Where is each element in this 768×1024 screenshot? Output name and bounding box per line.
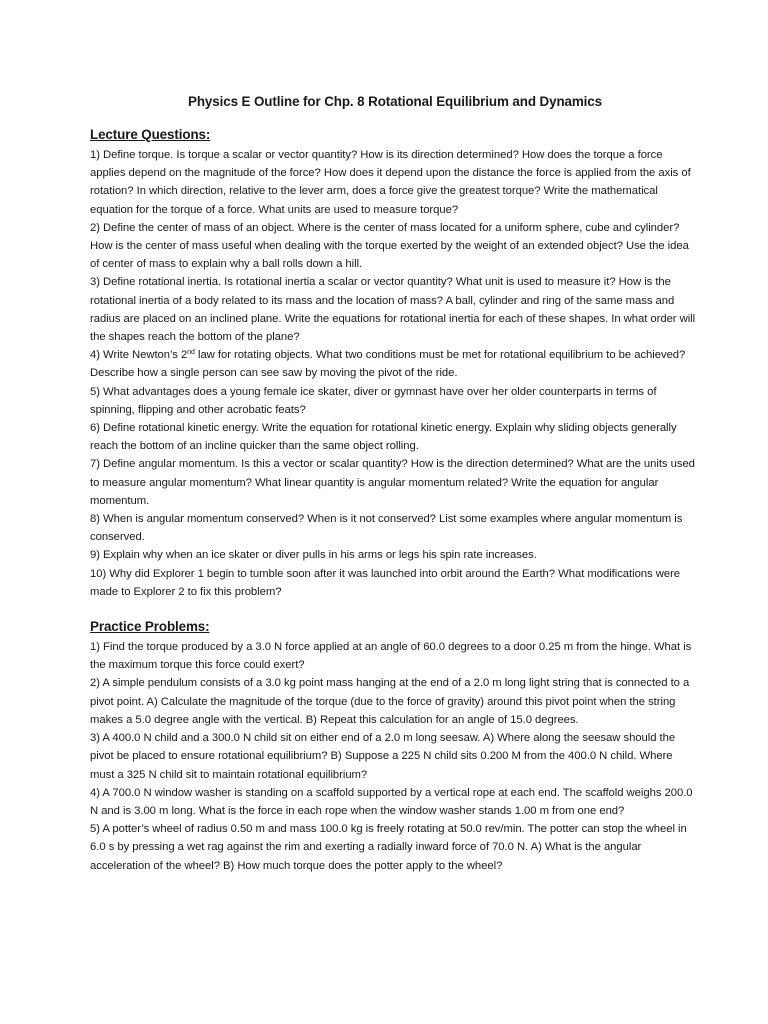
practice-problem: 5) A potter’s wheel of radius 0.50 m and mass 100.0 kg is freely rotating at 50.0 rev/min. The potter can stop the wheel in 6.0 s by pressing a wet rag against the rim and exerting a radially inward force of 70.0 N. A) What is the angular acceleration of the wheel? B) How much torque does the potter apply to the wheel?: [90, 823, 687, 872]
lecture-question-text: law for rotating objects. What two conditions must be met for rotational equilibrium to be achieved? Describe how a single person can see saw by moving the pivot of the ride.: [90, 349, 686, 380]
lecture-question: 8) When is angular momentum conserved? When is it not conserved? List some examples where angular momentum is conserved.: [90, 513, 683, 544]
practice-problem: 4) A 700.0 N window washer is standing on a scaffold supported by a vertical rope at each end. The scaffold weighs 200.0 N and is 3.00 m long. What is the force in each rope when the window washer stands 1.00 m from one end?: [90, 786, 693, 817]
practice-problem: 1) Find the torque produced by a 3.0 N force applied at an angle of 60.0 degrees to a door 0.25 m from the hinge. What is the maximum torque this force could exert?: [90, 641, 692, 672]
lecture-question-text: 4) Write Newton’s 2: [90, 349, 188, 362]
lecture-question: 2) Define the center of mass of an object. Where is the center of mass located for a uniform sphere, cube and cylinder? How is the center of mass useful when dealing with the torque exerted by the weight of an extended object? Use the idea of center of mass to explain why a ball rolls down a hill.: [90, 221, 689, 271]
lecture-question: [90, 346, 698, 382]
practice-problems-list: [90, 638, 698, 875]
practice-problem: 2) A simple pendulum consists of a 3.0 kg point mass hanging at the end of a 2.0 m long light string that is connected to a pivot point. A) Calculate the magnitude of the torque (due to the force of gravity) around this pivot point when the string makes a 5.0 degree angle with the vertical. B) Repeat this calculation for an angle of 15.0 degrees.: [90, 677, 690, 726]
practice-problem: 3) A 400.0 N child and a 300.0 N child sit on either end of a 2.0 m long seesaw. A) Where along the seesaw should the pivot be placed to ensure rotational equilibrium? B) Suppose a 225 N child sits 0.200 M from the 400.0 N child. Where must a 325 N child sit to maintain rotational equilibrium?: [90, 732, 676, 781]
lecture-questions-list: [90, 146, 698, 601]
lecture-question: 5) What advantages does a young female ice skater, diver or gymnast have over her older counterparts in terms of spinning, flipping and other acrobatic feats?: [90, 385, 657, 416]
ordinal-superscript: nd: [187, 349, 195, 357]
lecture-questions-heading: Lecture Questions:: [90, 127, 211, 142]
lecture-question: 9) Explain why when an ice skater or diver pulls in his arms or legs his spin rate increases.: [90, 549, 537, 562]
lecture-question: 1) Define torque. Is torque a scalar or vector quantity? How is its direction determined? How does the torque a force applies depend on the magnitude of the force? How does it depend upon the distance the force is applied from the axis of rotation? In which direction, relative to the lever arm, does a force give the greatest torque? Write the mathematical equation for the torque of a force. What units are used to measure torque?: [90, 149, 691, 216]
lecture-question: 3) Define rotational inertia. Is rotational inertia a scalar or vector quantity? What unit is used to measure it? How is the rotational inertia of a body related to its mass and the location of mass? A ball, cylinder and ring of the same mass and radius are placed on an inclined plane. Write the equations for rotational inertia for each of these shapes. In what order will the shapes reach the bottom of the plane?: [90, 276, 696, 344]
document-title: Physics E Outline for Chp. 8 Rotational Equilibrium and Dynamics: [188, 94, 602, 109]
lecture-question: 7) Define angular momentum. Is this a vector or scalar quantity? How is the direction determined? What are the units used to measure angular momentum? What linear quantity is angular momentum related? Write the equation for angular momentum.: [90, 458, 695, 507]
section-spacer: [90, 601, 698, 619]
lecture-question: 10) Why did Explorer 1 begin to tumble soon after it was launched into orbit around the Earth? What modifications were made to Explorer 2 to fix this problem?: [90, 567, 681, 598]
practice-problems-heading: Practice Problems:: [90, 619, 210, 635]
lecture-question: 6) Define rotational kinetic energy. Write the equation for rotational kinetic energy. Explain why sliding objects generally reach the bottom of an incline quicker than the same object rolling.: [90, 422, 677, 453]
